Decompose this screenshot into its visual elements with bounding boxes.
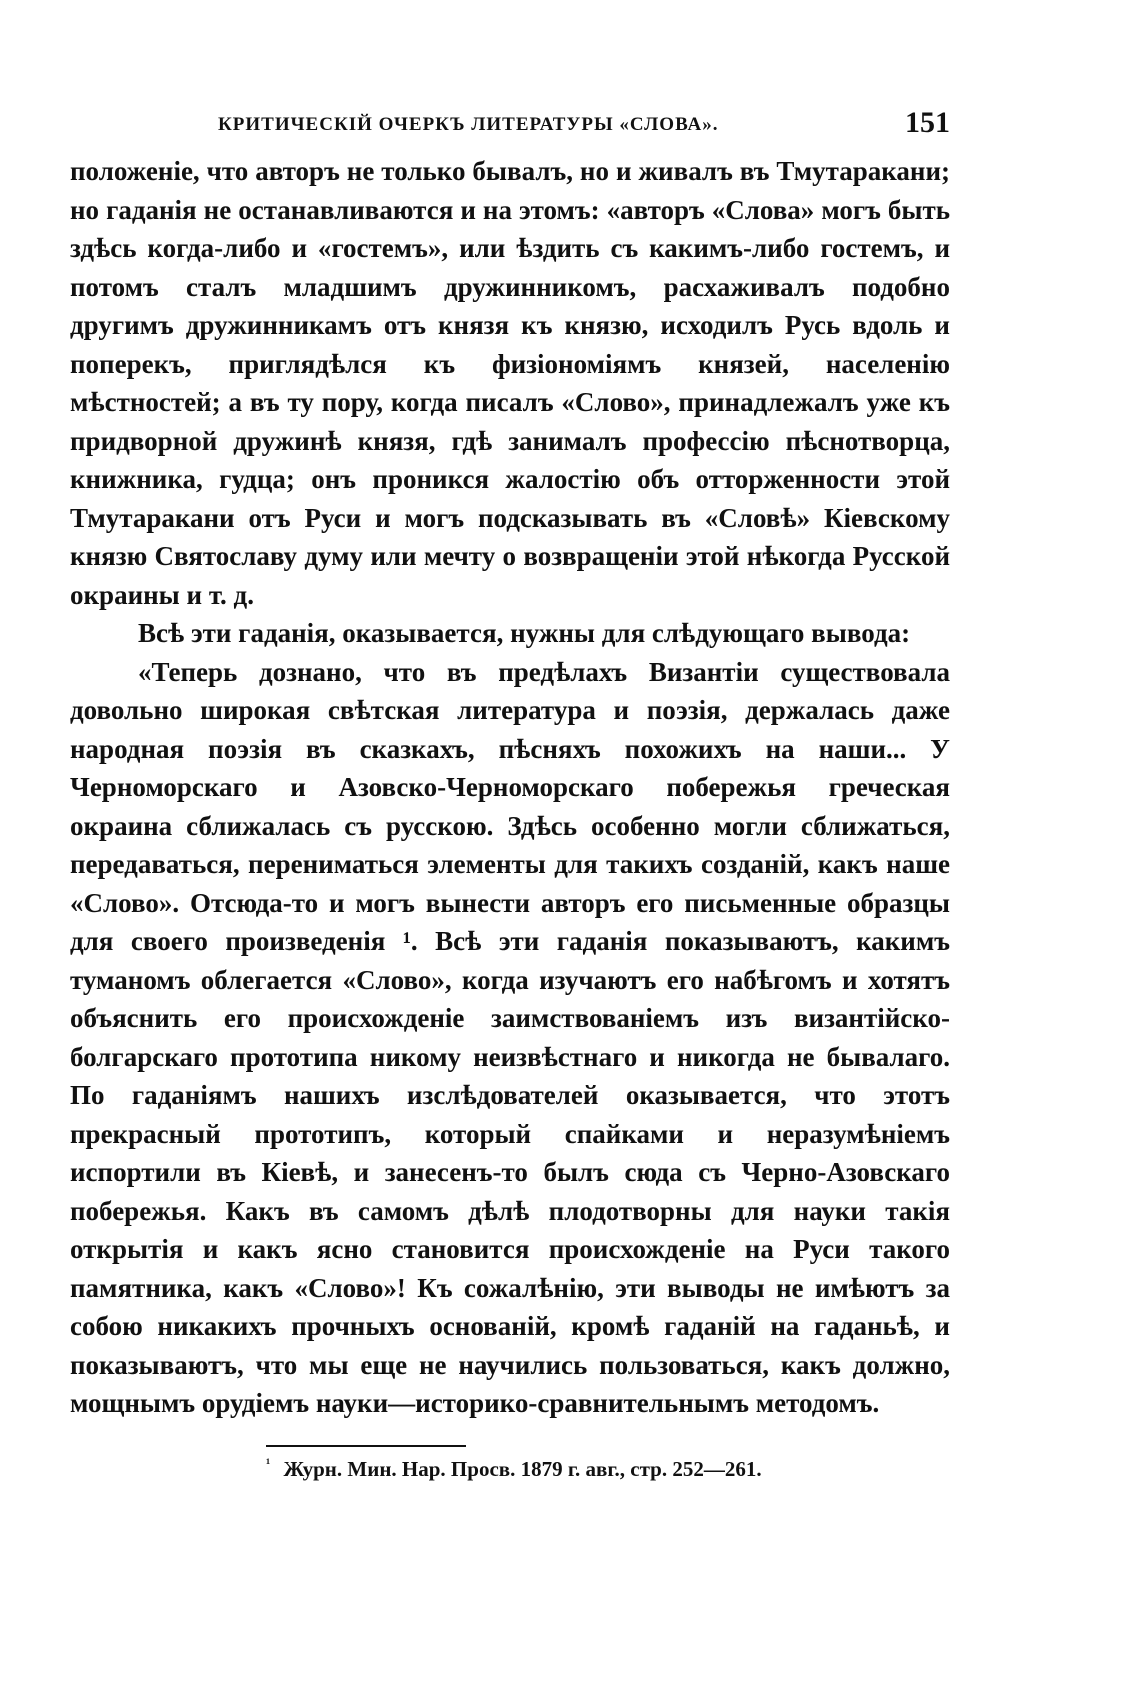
running-head (70, 100, 950, 140)
book-page (70, 100, 950, 1482)
footnote-divider (266, 1445, 466, 1447)
footnote-text: Журн. Мин. Нар. Просв. 1879 г. авг., стр. 252—261. (283, 1456, 762, 1481)
running-title: КРИТИЧЕСКІЙ ОЧЕРКЪ ЛИТЕРАТУРЫ «СЛОВА». (218, 114, 719, 135)
paragraph: положеніе, что авторъ не только бывалъ, но и живалъ въ Тмутаракани; но гаданія не останавливаются и на этомъ: «авторъ «Слова» могъ быть здѣсь когда-либо и «гостемъ», или ѣздить съ какимъ-либо гостемъ, и потомъ сталъ младшимъ дружинникомъ, расхаживалъ подобно другимъ дружинникамъ отъ князя къ князю, исходилъ Русь вдоль и поперекъ, приглядѣлся къ физіономіямъ князей, населенію мѣстностей; а въ ту пору, когда писалъ «Слово», принадлежалъ уже къ придворной дружинѣ князя, гдѣ занималъ профессію пѣснотворца, книжника, гудца; онъ проникся жалостію объ отторженности этой Тмутаракани отъ Руси и могъ подсказывать въ «Словѣ» Кіевскому князю Святославу думу или мечту о возвращеніи этой нѣкогда Русской окраины и т. д. (70, 156, 950, 610)
footnote-mark: ¹ (266, 1456, 271, 1472)
page-number: 151 (905, 106, 950, 139)
body-text (70, 152, 950, 1423)
footnote (266, 1457, 950, 1482)
paragraph: Всѣ эти гаданія, оказывается, нужны для слѣдующаго вывода: (138, 618, 911, 648)
paragraph: «Теперь дознано, что въ предѣлахъ Византіи существовала довольно широкая свѣтская литература и поэзія, держалась даже народная поэзія въ сказкахъ, пѣсняхъ похожихъ на наши... У Черноморскаго и Азовско-Черноморскаго побережья греческая окраина сближалась съ русскою. Здѣсь особенно могли сближаться, передаваться, перениматься элементы для такихъ созданій, какъ наше «Слово». Отсюда-то и могъ вынести авторъ его письменные образцы для своего произведенія ¹. Всѣ эти гаданія показываютъ, какимъ туманомъ облегается «Слово», когда изучаютъ его набѣгомъ и хотятъ объяснить его происхожденіе заимствованіемъ изъ византійско-болгарскаго прототипа никому неизвѣстнаго и никогда не бывалаго. По гаданіямъ нашихъ изслѣдователей оказывается, что этотъ прекрасный прототипъ, который спайками и неразумѣніемъ испортили въ Кіевѣ, и занесенъ-то былъ сюда съ Черно-Азовскаго побережья. Какъ въ самомъ дѣлѣ плодотворны для науки такія открытія и какъ ясно становится происхожденіе на Руси такого памятника, какъ «Слово»! Къ сожалѣнію, эти выводы не имѣютъ за собою никакихъ прочныхъ основаній, кромѣ гаданій на гаданьѣ, и показываютъ, что мы еще не научились пользоваться, какъ должно, мощнымъ орудіемъ науки—историко-сравнительнымъ методомъ. (70, 656, 950, 1418)
